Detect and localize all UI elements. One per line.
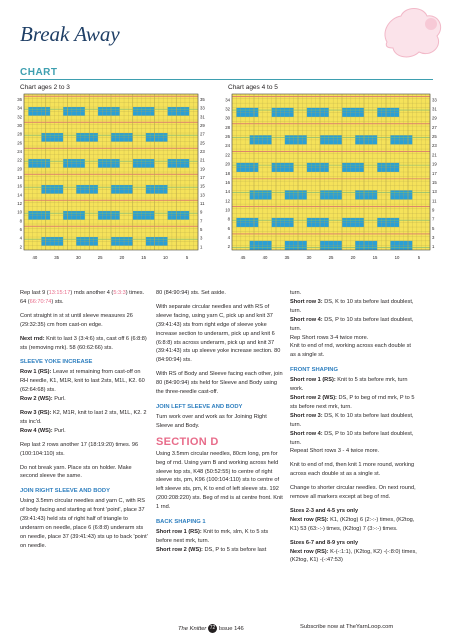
paragraph: Rep last 2 rows another 17 (18:19:20) times. 96 (100:104:110) sts. xyxy=(20,441,139,457)
paragraph: Short row 1 (RS): Knit to mrk, slm, K to 5 sts before next mrk, turn. xyxy=(156,528,269,544)
paragraph: Short row 4: DS, P to 10 sts before last doublest, turn. xyxy=(290,316,414,332)
paragraph: Short row 2 (WS): DS, P to beg of rnd mrk, P to 5 sts before next mrk, turn. xyxy=(290,394,415,410)
row-label: 33 xyxy=(432,97,437,103)
paragraph: Sizes 2-3 and 4-5 yrs only xyxy=(290,507,359,514)
row-label: 29 xyxy=(432,115,437,121)
paragraph: Next row (RS): K-(-:1:1), (K2tog, K2) -(-:8:0) times, (K2tog, K1) -(-:47:53) xyxy=(290,548,417,564)
issue-text: Issue 146 xyxy=(218,626,244,633)
chart-heading: CHART xyxy=(20,67,58,78)
column-label: 35 xyxy=(284,255,290,260)
row-label: 28 xyxy=(17,131,22,137)
row-label: 11 xyxy=(432,198,437,204)
paragraph: Change to shorter circular needles. On next round, remove all markers except at beg of rnd. xyxy=(290,485,416,501)
paragraph: Turn work over and work as for Joining Right Sleeve and Body. xyxy=(156,413,267,429)
row-label: 3 xyxy=(432,234,435,240)
row-label: 4 xyxy=(19,235,22,241)
paragraph: With separate circular needles and with RS of sleeve facing, using yarn C, pick up and knit 37 (39:41:43) sts from right edge of sleeve yoke increase section to underarm, pick up and knit 6 (6:8:8) sts across underarm, pick up and knit 37 (39:41:43) sts up sleeve yoke increase section. 80 (84:90:94) sts. xyxy=(156,303,281,364)
paragraph: Rep Short rows 3-4 twice more. xyxy=(290,334,369,341)
column-label: 40 xyxy=(262,255,268,260)
row-label: 14 xyxy=(225,189,230,195)
row-label: 5 xyxy=(200,226,203,232)
section-heading: SLEEVE YOKE INCREASE xyxy=(20,359,93,366)
row-label: 16 xyxy=(225,179,230,185)
text-column-3 xyxy=(290,289,418,570)
row-label: 36 xyxy=(17,96,22,102)
row-label: 23 xyxy=(200,148,205,154)
row-label: 1 xyxy=(200,244,203,250)
column-label: 45 xyxy=(240,255,246,260)
row-label: 35 xyxy=(200,96,205,102)
row-label: 6 xyxy=(19,226,22,232)
row-label: 34 xyxy=(225,97,230,103)
row-label: 20 xyxy=(225,161,230,167)
paragraph: Short row 2 (WS): DS, P to 5 sts before last xyxy=(156,546,267,553)
paragraph: Using 3.5mm circular needles and yarn C, with RS of body facing and starting at front 'point', place 37 (39:41:43) held sts of right half of triangle to underarm on needle, place 6 (6:8:8) underarm sts on needle, place 37 (39:41:43) sts up to back 'point' on needle. xyxy=(20,498,148,549)
paragraph: Short row 4: DS, P to 10 sts before last doublest, turn. xyxy=(290,430,414,446)
row-label: 27 xyxy=(432,124,437,130)
section-title: SECTION D xyxy=(156,435,219,448)
paragraph: Sizes 6-7 and 8-9 yrs only xyxy=(290,539,359,546)
row-label: 27 xyxy=(200,131,205,137)
row-label: 10 xyxy=(17,209,22,215)
paragraph: Knit to end of rnd, working across each double st as a single st. xyxy=(290,343,411,359)
row-label: 7 xyxy=(200,218,203,224)
section-heading: BACK SHAPING 1 xyxy=(156,519,206,526)
row-label: 2 xyxy=(19,244,22,250)
section-heading: FRONT SHAPING xyxy=(290,367,338,374)
row-label: 24 xyxy=(225,143,230,149)
column-label: 25 xyxy=(328,255,334,260)
column-label: 40 xyxy=(32,255,38,260)
row-label: 30 xyxy=(225,115,230,121)
column-label: 20 xyxy=(119,255,125,260)
row-label: 19 xyxy=(200,166,205,172)
row-label: 8 xyxy=(227,216,230,222)
text-column-2 xyxy=(156,289,284,560)
row-label: 18 xyxy=(225,170,230,176)
row-label: 12 xyxy=(17,200,22,206)
text-column-1 xyxy=(20,289,148,556)
row-label: 26 xyxy=(17,140,22,146)
row-label: 26 xyxy=(225,134,230,140)
column-label: 30 xyxy=(75,255,81,260)
page-number-badge: 72 xyxy=(209,625,216,631)
paragraph: Short row 3: DS, K to 10 sts before last doublest, turn. xyxy=(290,298,414,314)
column-label: 10 xyxy=(394,255,400,260)
chart-left-caption: Chart ages 2 to 3 xyxy=(20,84,70,91)
row-label: 30 xyxy=(17,122,22,128)
row-label: 21 xyxy=(200,157,205,163)
paragraph: Row 1 (RS): Leave st remaining from cast-off on RH needle, K1, M1R, knit to last 2sts, M1L, K2. 60 (62:64:68) sts. xyxy=(20,369,145,394)
paragraph: Row 4 (WS): Purl. xyxy=(20,427,66,434)
chart-ages-4-5-grid xyxy=(220,92,442,262)
paragraph: Row 2 (WS): Purl. xyxy=(20,396,66,403)
row-label: 4 xyxy=(227,234,230,240)
paragraph: turn. xyxy=(290,290,302,296)
footer-magazine xyxy=(178,624,244,633)
paragraph: Next row (RS): K1, (K2tog) 6 (2:-:-) times, (K2tog, K1) 53 (63:-:-) times, (K2tog) 7 (3:-:-) times. xyxy=(290,516,415,532)
chart-ages-4-5 xyxy=(220,92,442,262)
row-label: 17 xyxy=(432,170,437,176)
chart-ages-2-3-grid xyxy=(12,92,210,262)
chart-heading-rule xyxy=(20,79,433,80)
row-label: 22 xyxy=(225,152,230,158)
row-label: 28 xyxy=(225,124,230,130)
row-label: 33 xyxy=(200,105,205,111)
row-label: 21 xyxy=(432,152,437,158)
row-label: 6 xyxy=(227,225,230,231)
paragraph: Using 3.5mm circular needles, 80cm long, pm for beg of rnd. Using yarn B and working across held sleeve top sts, K48 (50:52:55) to centre of right sleeve sts, pm, K96 (100:104:110) sts to centre of left sleeve sts, pm, K to end of left sleeve sts. 192 (200:208:220) sts. Beg of rnd is at centre front. Knit 1 rnd. xyxy=(156,450,283,511)
row-label: 19 xyxy=(432,161,437,167)
column-label: 5 xyxy=(185,255,189,260)
section-heading: JOIN LEFT SLEEVE AND BODY xyxy=(156,403,243,410)
paragraph: Cont straight in st st until sleeve measures 26 (29:32:35) cm from cast-on edge. xyxy=(20,312,133,328)
paragraph: Next rnd: Knit to last 3 (3:4:6) sts, cast off 6 (6:8:8) sts (removing mrk). 58 (60:62:66) sts. xyxy=(20,335,147,351)
paragraph: Knit to end of rnd, then knit 1 more round, working across each double st as a single st. xyxy=(290,462,415,478)
column-label: 15 xyxy=(372,255,378,260)
row-label: 10 xyxy=(225,207,230,213)
column-label: 35 xyxy=(54,255,60,260)
row-label: 32 xyxy=(17,114,22,120)
row-label: 2 xyxy=(227,244,230,250)
row-label: 25 xyxy=(432,134,437,140)
column-label: 10 xyxy=(162,255,168,260)
row-label: 31 xyxy=(432,106,437,112)
magazine-name: The Knitter xyxy=(178,626,207,633)
paragraph: Repeat Short rows 3 - 4 twice more. xyxy=(290,448,380,455)
row-label: 13 xyxy=(432,189,437,195)
page-title: Break Away xyxy=(20,22,120,46)
paragraph: Row 3 (RS): K2, M1R, knit to last 2 sts, M1L, K2. 2 sts inc'd. xyxy=(20,409,147,425)
row-label: 9 xyxy=(200,209,203,215)
row-label: 25 xyxy=(200,140,205,146)
row-label: 8 xyxy=(19,218,22,224)
row-label: 12 xyxy=(225,198,230,204)
row-label: 14 xyxy=(17,192,22,198)
paragraph: Do not break yarn. Place sts on holder. Make second sleeve the same. xyxy=(20,464,132,480)
row-label: 24 xyxy=(17,148,22,154)
row-label: 15 xyxy=(432,179,437,185)
row-label: 9 xyxy=(432,207,435,213)
row-label: 22 xyxy=(17,157,22,163)
row-label: 18 xyxy=(17,174,22,180)
chart-ages-2-3 xyxy=(12,92,210,262)
row-label: 16 xyxy=(17,183,22,189)
row-label: 32 xyxy=(225,106,230,112)
section-heading: JOIN RIGHT SLEEVE AND BODY xyxy=(20,488,110,495)
column-label: 20 xyxy=(350,255,356,260)
paragraph: Short row 1 (RS): Knit to 5 sts before mrk, turn work. xyxy=(290,377,408,393)
row-label: 23 xyxy=(432,143,437,149)
row-label: 5 xyxy=(432,225,435,231)
row-label: 20 xyxy=(17,166,22,172)
row-label: 31 xyxy=(200,114,205,120)
row-label: 29 xyxy=(200,122,205,128)
row-label: 1 xyxy=(432,244,435,250)
row-label: 15 xyxy=(200,183,205,189)
row-label: 11 xyxy=(200,200,205,206)
row-label: 34 xyxy=(17,105,22,111)
column-label: 25 xyxy=(97,255,103,260)
footer-subscribe: Subscribe now at TheYarnLoop.com xyxy=(300,624,394,630)
row-label: 7 xyxy=(432,216,435,222)
row-label: 3 xyxy=(200,235,203,241)
row-label: 17 xyxy=(200,174,205,180)
paragraph: Short row 3: DS, K to 10 sts before last doublest, turn. xyxy=(290,412,414,428)
sheep-logo-icon xyxy=(379,2,445,62)
paragraph: Rep last 9 (13:15:17) rnds another 4 (5:3:3) times. 64 (66:70:74) sts. xyxy=(20,290,145,305)
column-label: 15 xyxy=(141,255,147,260)
row-label: 13 xyxy=(200,192,205,198)
chart-right-caption: Chart ages 4 to 5 xyxy=(228,84,278,91)
column-label: 30 xyxy=(306,255,312,260)
paragraph: 80 (84:90:94) sts. Set aside. xyxy=(156,290,226,296)
column-label: 5 xyxy=(417,255,421,260)
paragraph: With RS of Body and Sleeve facing each other, join 80 (84:90:94) sts held for Sleeve and Body using the three-needle cast-off. xyxy=(156,371,283,396)
